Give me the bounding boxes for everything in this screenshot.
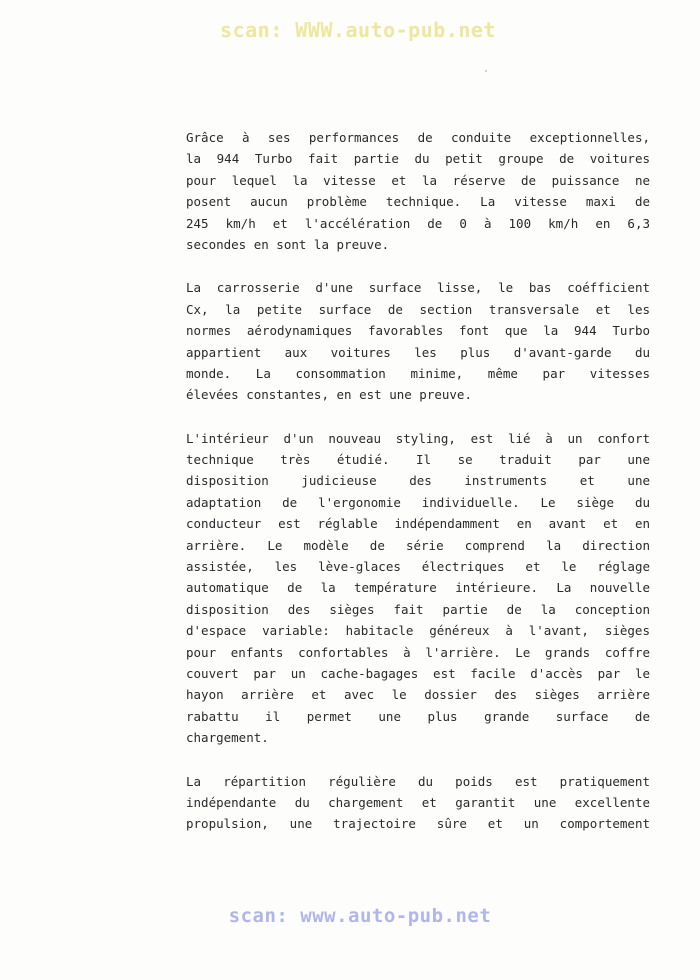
text-line: indépendante du chargement et garantit une excellente <box>186 794 650 810</box>
text-line: 245 km/h et l'accélération de 0 à 100 km/h en 6,3 <box>186 215 650 231</box>
text-line: technique très étudié. Il se traduit par une <box>186 452 650 468</box>
text-line: hayon arrière et avec le dossier des sièges arrière <box>186 687 650 703</box>
text-line: chargement. <box>186 730 269 746</box>
text-line: secondes en sont la preuve. <box>186 236 390 252</box>
text-line: adaptation de l'ergonomie individuelle. Le siège du <box>186 494 650 510</box>
text-line: assistée, les lève-glaces électriques et le réglage <box>186 559 650 575</box>
paragraph-performance <box>186 127 650 255</box>
text-line: rabattu il permet une plus grande surface de <box>186 708 650 724</box>
text-line: élevées constantes, en est une preuve. <box>186 387 472 403</box>
text-line: disposition des sièges fait partie de la conception <box>186 601 650 617</box>
text-line: normes aérodynamiques favorables font que la 944 Turbo <box>186 323 650 339</box>
text-line: monde. La consommation minime, même par vitesses <box>186 365 650 381</box>
paragraph-interior <box>186 428 650 749</box>
text-line: appartient aux voitures les plus d'avant-garde du <box>186 344 650 360</box>
text-line: La répartition régulière du poids est pratiquement <box>186 773 650 789</box>
text-line: conducteur est réglable indépendamment en avant et en <box>186 516 650 532</box>
text-line: automatique de la température intérieure. La nouvelle <box>186 580 650 596</box>
paragraph-weight-distribution <box>186 771 650 835</box>
document-body <box>186 127 650 857</box>
text-line: arrière. Le modèle de série comprend la direction <box>186 537 650 553</box>
text-line: disposition judicieuse des instruments et une <box>186 473 650 489</box>
text-line: La carrosserie d'une surface lisse, le bas coéfficient <box>186 280 650 296</box>
text-line: Cx, la petite surface de section transversale et les <box>186 301 650 317</box>
text-line: pour enfants confortables à l'arrière. Le grands coffre <box>186 644 650 660</box>
watermark-top: scan: WWW.auto-pub.net <box>220 18 496 42</box>
text-line: propulsion, une trajectoire sûre et un comportement <box>186 816 650 832</box>
text-line: L'intérieur d'un nouveau styling, est lié à un confort <box>186 430 650 446</box>
paragraph-bodywork <box>186 277 650 405</box>
text-line: posent aucun problème technique. La vitesse maxi de <box>186 194 650 210</box>
watermark-bottom: scan: www.auto-pub.net <box>228 905 492 927</box>
scan-speck <box>485 70 487 72</box>
text-line: la 944 Turbo fait partie du petit groupe de voitures <box>186 151 650 167</box>
text-line: pour lequel la vitesse et la réserve de puissance ne <box>186 172 650 188</box>
text-line: d'espace variable: habitacle généreux à l'avant, sièges <box>186 623 650 639</box>
text-line: Grâce à ses performances de conduite exceptionnelles, <box>186 130 650 145</box>
text-line: couvert par un cache-bagages est facile d'accès par le <box>186 665 650 681</box>
